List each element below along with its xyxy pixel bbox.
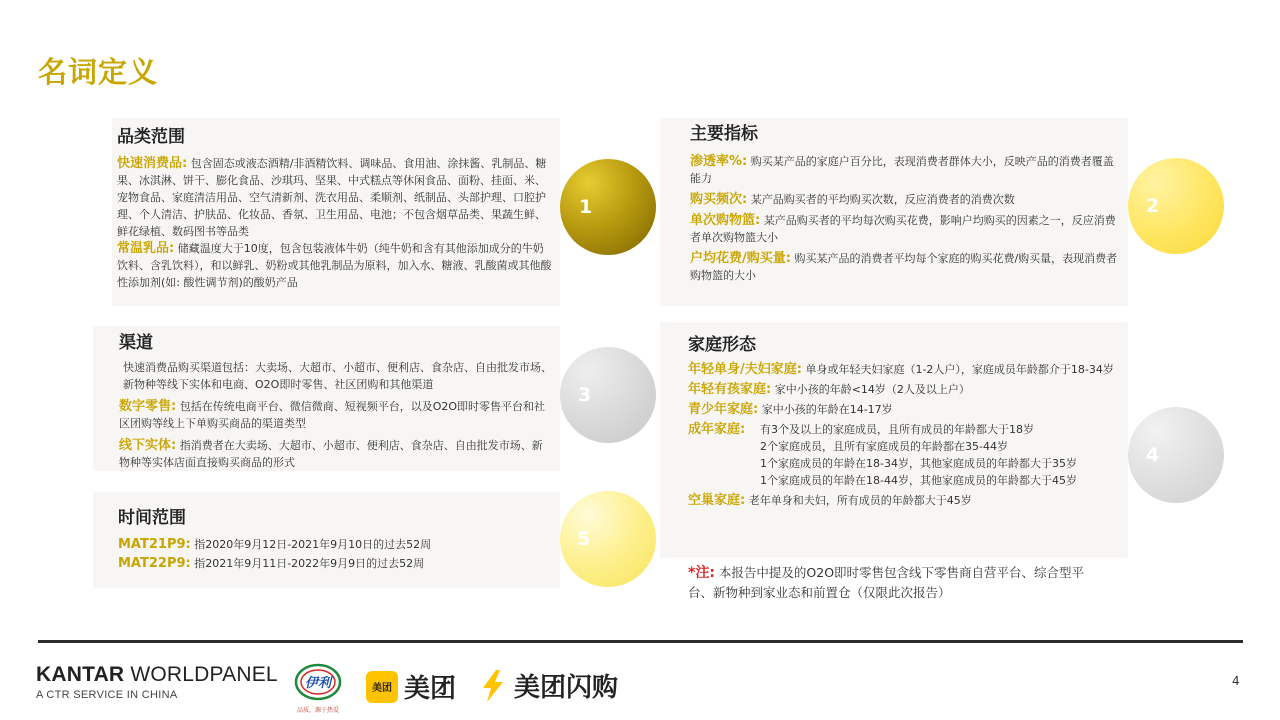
family-key: 青少年家庭: bbox=[688, 402, 759, 417]
kantar-worldpanel: WORLDPANEL bbox=[124, 663, 278, 686]
family-text: 家中小孩的年龄在14-17岁 bbox=[761, 403, 893, 416]
kantar-subtitle: A CTR SERVICE IN CHINA bbox=[36, 689, 178, 701]
family-card bbox=[660, 322, 1128, 558]
meituan-badge-icon: 美团 bbox=[366, 671, 398, 703]
number-badge-1: 1 bbox=[560, 159, 656, 255]
family-heading: 家庭形态 bbox=[688, 335, 756, 355]
meituan-flash-text: 美团闪购 bbox=[514, 673, 619, 703]
digital-text: 包括在传统电商平台、微信微商、短视频平台，以及O2O即时零售平台和社区团购等线上下单购买商品的渠道类型 bbox=[119, 400, 546, 430]
meituan-flash-logo bbox=[476, 667, 618, 704]
time-key: MAT21P9: bbox=[118, 537, 191, 552]
metric-text: 购买某产品的家庭户百分比，表现消费者群体大小，反映产品的消费者覆盖能力 bbox=[690, 155, 1114, 185]
number-badge-2: 2 bbox=[1128, 158, 1224, 254]
adult-line: 2个家庭成员，且所有家庭成员的年龄都在35-44岁 bbox=[760, 440, 1008, 453]
dairy-text: 储藏温度大于10度，包含包装液体牛奶（纯牛奶和含有其他添加成分的牛奶饮料、含乳饮料），和以鲜乳、奶粉或其他乳制品为原料，加入水、糖液、乳酸菌或其他酸性添加剂(如: 酸性调节剂)的酸奶产品 bbox=[117, 242, 552, 289]
metric-penetration bbox=[690, 153, 1120, 187]
family-key: 年轻单身/夫妇家庭: bbox=[688, 362, 802, 377]
time-card bbox=[93, 492, 560, 588]
family-adult bbox=[688, 421, 1120, 489]
metric-frequency bbox=[690, 191, 1120, 208]
adult-line: 有3个及以上的家庭成员，且所有成员的年龄都大于18岁 bbox=[760, 423, 1034, 436]
metrics-heading: 主要指标 bbox=[690, 124, 758, 144]
metric-basket bbox=[690, 212, 1120, 246]
offline-text: 指消费者在大卖场、大超市、小超市、便利店、食杂店、自由批发市场、新物种等实体店面直接购买商品的形式 bbox=[119, 439, 543, 469]
adult-line: 1个家庭成员的年龄在18-44岁，其他家庭成员的年龄都大于45岁 bbox=[760, 474, 1077, 487]
kantar-logo bbox=[36, 663, 278, 701]
metric-text: 某产品购买者的平均每次购买花费，影响户均购买的因素之一，反应消费者单次购物篮大小 bbox=[690, 214, 1116, 244]
svg-text:品质，源于热爱: 品质，源于热爱 bbox=[296, 707, 340, 714]
meituan-logo bbox=[366, 668, 456, 705]
number-badge-5: 5 bbox=[560, 491, 656, 587]
meituan-text: 美团 bbox=[404, 674, 457, 704]
number-badge-3: 3 bbox=[560, 347, 656, 443]
family-empty-nest bbox=[688, 492, 1120, 509]
family-kids bbox=[688, 381, 1120, 398]
fmcg-text: 包含固态或液态酒精/非酒精饮料、调味品、食用油、涂抹酱、乳制品、糖果、冰淇淋、饼干、膨化食品、沙琪玛、坚果、中式糕点等休闲食品、面粉、挂面、米、宠物食品、家庭清洁用品、空气清新剂、洗衣用品、柔顺剂、纸制品、头部护理、口腔护理、个人清洁、护肤品、化妆品、香氛、卫生用品、电池；不包含烟草品类、果蔬生鲜、鲜花绿植、数码图书等品类 bbox=[117, 157, 547, 238]
channel-card bbox=[93, 326, 560, 471]
digital-key: 数字零售: bbox=[119, 399, 177, 414]
time-mat22 bbox=[118, 555, 552, 572]
note-text: 本报告中提及的O2O即时零售包含线下零售商自营平台、综合型平台、新物种到家业态和前置仓（仅限此次报告） bbox=[688, 565, 1085, 600]
lightning-bolt-icon bbox=[476, 669, 510, 703]
metric-spend bbox=[690, 250, 1120, 284]
family-text: 家中小孩的年龄<14岁（2人及以上户） bbox=[774, 383, 970, 396]
time-heading: 时间范围 bbox=[118, 508, 186, 528]
family-teen bbox=[688, 401, 1120, 418]
family-text: 单身或年轻夫妇家庭（1-2人户），家庭成员年龄都介于18-34岁 bbox=[805, 363, 1114, 376]
metric-key: 购买频次: bbox=[690, 192, 748, 207]
footer-divider bbox=[38, 640, 1243, 643]
family-text: 老年单身和夫妇，所有成员的年龄都大于45岁 bbox=[748, 494, 972, 507]
metric-key: 渗透率%: bbox=[690, 154, 748, 169]
yili-logo-icon bbox=[294, 660, 342, 716]
time-text: 指2020年9月12日-2021年9月10日的过去52周 bbox=[194, 538, 432, 551]
dairy-definition bbox=[117, 240, 552, 291]
family-key: 空巢家庭: bbox=[688, 493, 746, 508]
category-card bbox=[112, 118, 560, 306]
adult-line: 1个家庭成员的年龄在18-34岁，其他家庭成员的年龄都大于35岁 bbox=[760, 457, 1077, 470]
channel-heading: 渠道 bbox=[119, 333, 153, 353]
note-marker: *注: bbox=[688, 565, 715, 581]
kantar-brand: KANTAR bbox=[36, 663, 125, 686]
family-key: 年轻有孩家庭: bbox=[688, 382, 772, 397]
time-key: MAT22P9: bbox=[118, 556, 191, 571]
metrics-card bbox=[660, 118, 1128, 306]
adult-lines bbox=[760, 421, 1077, 489]
metric-text: 某产品购买者的平均购买次数，反应消费者的消费次数 bbox=[750, 193, 1015, 206]
number-badge-4: 4 bbox=[1128, 407, 1224, 503]
offline-key: 线下实体: bbox=[119, 438, 177, 453]
footnote bbox=[688, 563, 1108, 603]
family-young bbox=[688, 361, 1120, 378]
category-heading: 品类范围 bbox=[117, 127, 185, 147]
digital-retail-definition bbox=[119, 398, 552, 432]
dairy-key: 常温乳品: bbox=[117, 241, 175, 256]
fmcg-key: 快速消费品: bbox=[117, 156, 188, 171]
metric-key: 户均花费/购买量: bbox=[690, 251, 791, 266]
metric-text: 购买某产品的消费者平均每个家庭的购买花费/购买量，表现消费者购物篮的大小 bbox=[690, 252, 1118, 282]
fmcg-definition bbox=[117, 155, 552, 240]
page-number: 4 bbox=[1232, 674, 1240, 688]
family-key: 成年家庭: bbox=[688, 422, 746, 437]
offline-definition bbox=[119, 437, 552, 471]
svg-text:伊利: 伊利 bbox=[304, 676, 332, 691]
page-title: 名词定义 bbox=[38, 55, 159, 89]
channel-intro: 快速消费品购买渠道包括：大卖场、大超市、小超市、便利店、食杂店、自由批发市场、新物种等线下实体和电商、O2O即时零售、社区团购和其他渠道 bbox=[123, 361, 552, 391]
metric-key: 单次购物篮: bbox=[690, 213, 761, 228]
time-text: 指2021年9月11日-2022年9月9日的过去52周 bbox=[194, 557, 425, 570]
time-mat21 bbox=[118, 536, 552, 553]
